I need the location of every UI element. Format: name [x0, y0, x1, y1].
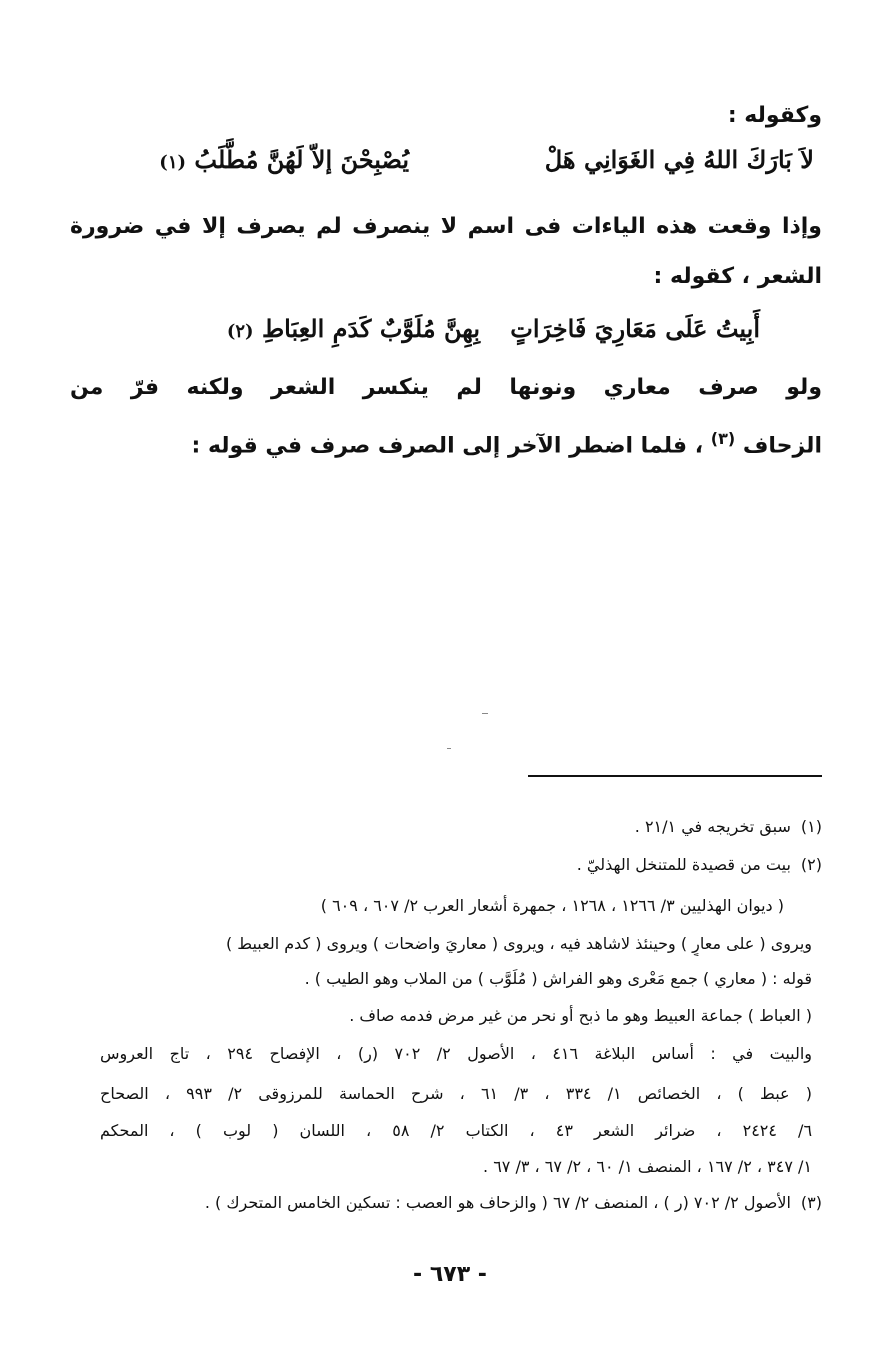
- paragraph-1-line-1: [70, 212, 822, 242]
- footnote-2-line-5-text: ( العباط ) جماعة العبيط وهو ما ذبح أو نحر من غير مرض فدمه صاف .: [349, 1006, 812, 1025]
- footnote-2-line-2: [100, 894, 784, 918]
- intro-text: وكقوله :: [727, 103, 822, 128]
- paragraph-2-line-2-text-a: الزحاف: [742, 433, 822, 459]
- footnote-2-line-4-text: قوله : ( معاري ) جمع مَعْرى وهو الفراش ( مُلَوَّب ) من الملاب وهو الطيب ) .: [304, 969, 812, 988]
- footnote-2-line-1: بيت من قصيدة للمتنخل الهذليّ .: [576, 855, 791, 874]
- footnote-2-line-3: [100, 932, 812, 956]
- footnote-ref-2: (٢): [226, 321, 254, 342]
- footnote-ref-1: (١): [159, 152, 187, 173]
- footnote-2-line-8: [100, 1119, 812, 1143]
- paragraph-1-line-1-text: وإذا وقعت هذه الياءات فى اسم لا ينصرف لم يصرف إلا في ضرورة: [70, 214, 822, 239]
- verse-1-second-text: يُصْبِحْنَ إلاّ لَهُنَّ مُطَّلَبُ: [194, 145, 409, 174]
- paragraph-2-line-2: [70, 424, 822, 461]
- footnote-2-line-4: [100, 967, 812, 991]
- footnote-2-line-8-text: ٦/ ٢٤٢٤ ، ضرائر الشعر ٤٣ ، الكتاب ٢/ ٥٨ ، اللسان ( لوب ) ، المحكم: [100, 1121, 812, 1140]
- scan-speck: [447, 748, 451, 749]
- footnote-1: [100, 815, 822, 839]
- footnote-2-line-3-text: ويروى ( على معارٍ ) وحينئذ لاشاهد فيه ، ويروى ( معاريَ واضحات ) ويروى ( كدم العبيط ): [225, 934, 812, 953]
- footnote-separator: [528, 775, 822, 777]
- footnote-2-line-9: [100, 1155, 812, 1179]
- footnote-2-line-9-text: ١/ ٣٤٧ ، ٢/ ١٦٧ ، المنصف ١/ ٦٠ ، ٢/ ٦٧ ، ٣/ ٦٧ .: [483, 1157, 812, 1176]
- footnote-2-number: (٢): [800, 855, 822, 874]
- paragraph-2-line-2-text-b: ، فلما اضطر الآخر إلى الصرف صرف في قوله :: [191, 433, 704, 459]
- footnote-2-line-7: [100, 1082, 812, 1106]
- paragraph-1-line-2-text: الشعر ، كقوله :: [653, 264, 822, 289]
- verse-1-second-hemistich: [159, 143, 409, 180]
- footnote-2-line-5: [100, 1004, 812, 1028]
- footnote-3-text: الأصول ٢/ ٧٠٢ (ر ) ، المنصف ٢/ ٦٧ ( والزحاف هو العصب : تسكين الخامس المتحرك ) .: [204, 1193, 791, 1212]
- footnote-2-line-2-text: ( ديوان الهذليين ٣/ ١٢٦٦ ، ١٢٦٨ ، جمهرة أشعار العرب ٢/ ٦٠٧ ، ٦٠٩ ): [320, 896, 784, 915]
- footnote-2-line-6: [100, 1042, 812, 1066]
- scan-speck: [482, 713, 488, 714]
- footnote-3: [100, 1191, 822, 1215]
- footnote-ref-3: (٣): [710, 429, 736, 448]
- footnote-1-number: (١): [800, 817, 822, 836]
- footnote-3-number: (٣): [800, 1193, 822, 1212]
- footnote-2-line-7-text: ( عبط ) ، الخصائص ١/ ٣٣٤ ، ٣/ ٦١ ، شرح الحماسة للمرزوقى ٢/ ٩٩٣ ، الصحاح: [100, 1084, 812, 1103]
- footnote-2: [100, 853, 822, 877]
- paragraph-2-line-1: [70, 373, 822, 403]
- footnote-1-text: سبق تخريجه في ٢١/١ .: [634, 817, 791, 836]
- paragraph-1-line-2: [70, 262, 822, 292]
- verse-1-first-hemistich: [545, 143, 814, 177]
- verse-1-first-text: لاَ بَارَكَ اللهُ فِي الغَوَانِي هَلْ: [544, 145, 814, 174]
- footnote-2-line-6-text: والبيت في : أساس البلاغة ٤١٦ ، الأصول ٢/ ٧٠٢ (ر) ، الإفصاح ٢٩٤ ، تاج العروس: [100, 1044, 812, 1063]
- verse-2-second-text: بِهِنَّ مُلَوَّبٌ كَدَمِ العِبَاطِ: [261, 314, 480, 343]
- verse-2-first-hemistich: [510, 312, 760, 346]
- paragraph-2-line-1-text: ولو صرف معاري ونونها لم ينكسر الشعر ولكنه فرّ من: [70, 375, 822, 400]
- verse-2-second-hemistich: [227, 312, 480, 349]
- verse-2-first-text: أَبِيتُ عَلَى مَعَارِيَ فَاخِرَاتٍ: [510, 314, 760, 343]
- intro-line: [70, 101, 822, 131]
- page-number: - ٦٧٣ -: [413, 1262, 487, 1287]
